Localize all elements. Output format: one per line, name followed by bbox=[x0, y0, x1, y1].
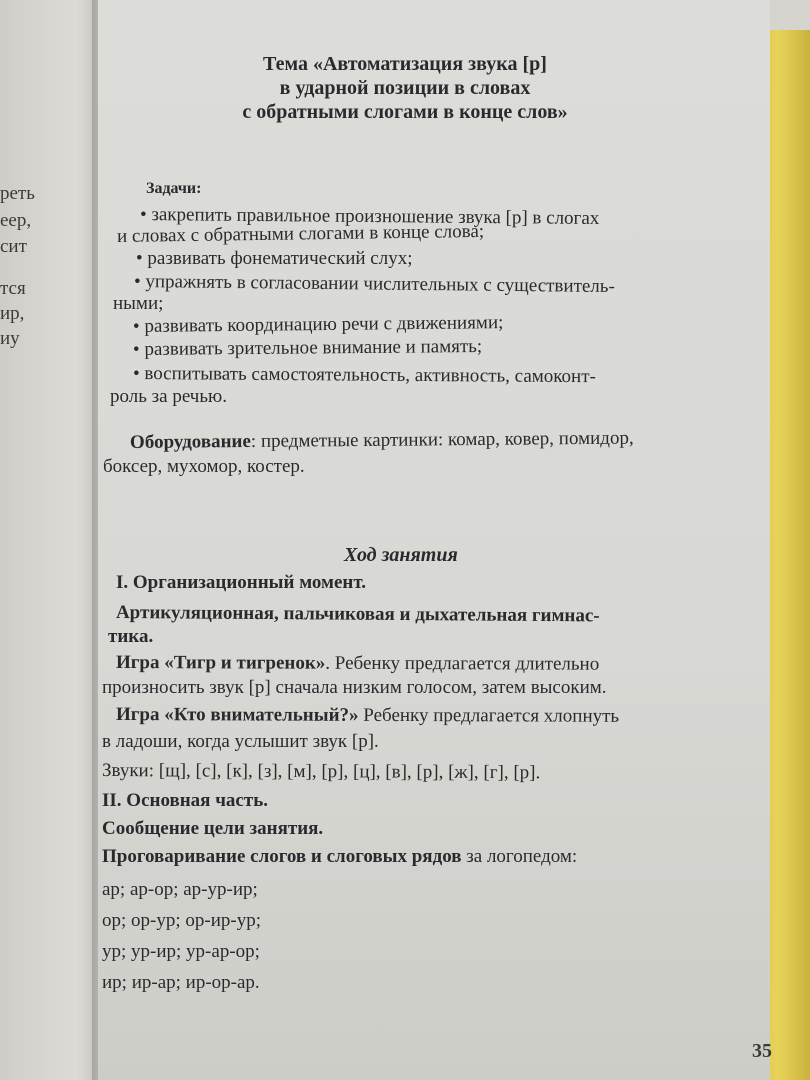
equipment-label: Оборудование bbox=[129, 430, 251, 453]
page-number: 35 bbox=[752, 1040, 772, 1062]
page-title bbox=[200, 52, 610, 124]
lesson-goal: Сообщение цели занятия. bbox=[102, 818, 324, 839]
game-attentive-line-2: в ладоши, когда услышит звук [р]. bbox=[102, 731, 379, 752]
task-line: роль за речью. bbox=[110, 386, 227, 407]
syllable-row: ур; ур-ир; ур-ар-ор; bbox=[102, 941, 260, 962]
left-page-fragment: тся bbox=[0, 278, 26, 299]
task-line: • развивать фонематический слух; bbox=[136, 248, 413, 269]
left-page-fragment: реть bbox=[0, 183, 35, 204]
syllable-row: ир; ир-ар; ир-ор-ар. bbox=[102, 972, 260, 993]
title-line: Тема «Автоматизация звука [р] bbox=[263, 53, 547, 75]
section-main: II. Основная часть. bbox=[102, 790, 268, 811]
equipment-text: : предметные картинки: комар, ковер, помидор, bbox=[250, 427, 634, 452]
gymnastics-line-2: тика. bbox=[108, 626, 154, 647]
task-line: и словах с обратными слогами в конце слова; bbox=[116, 220, 485, 247]
task-line: • развивать зрительное внимание и память; bbox=[132, 335, 483, 360]
equipment-line-2: боксер, мухомор, костер. bbox=[103, 456, 305, 477]
gymnastics-line: Артикуляционная, пальчиковая и дыхательная гимнас- bbox=[115, 602, 600, 627]
task-line: • закрепить правильное произношение звука [р] в слогах bbox=[139, 204, 600, 230]
task-line: ными; bbox=[113, 293, 164, 314]
task-line: • упражнять в согласовании числительных с существитель- bbox=[133, 271, 615, 298]
game-tiger-line bbox=[116, 652, 599, 676]
game-tiger-line-2: произносить звук [р] сначала низким голосом, затем высоким. bbox=[102, 677, 607, 698]
syllable-row: ар; ар-ор; ар-ур-ир; bbox=[102, 879, 258, 900]
task-line: • развивать координацию речи с движениями; bbox=[132, 312, 504, 337]
game-attentive-title: Игра «Кто внимательный?» bbox=[115, 704, 359, 726]
title-line: с обратными слогами в конце слов» bbox=[242, 101, 568, 123]
game-attentive-text: Ребенку предлагается хлопнуть bbox=[358, 704, 620, 727]
sounds-line: Звуки: [щ], [с], [к], [з], [м], [р], [ц], [в], [р], [ж], [г], [р]. bbox=[101, 760, 541, 784]
equipment-line bbox=[130, 428, 634, 454]
game-tiger-text: . Ребенку предлагается длительно bbox=[325, 652, 600, 675]
task-line: • воспитывать самостоятельность, активность, самоконт- bbox=[132, 363, 596, 388]
title-line: в ударной позиции в словах bbox=[279, 77, 531, 99]
syllable-row: ор; ор-ур; ор-ир-ур; bbox=[102, 910, 261, 931]
left-page-fragment: ир, bbox=[0, 303, 25, 324]
left-page-fragment: иу bbox=[0, 328, 20, 349]
left-page-fragment: сит bbox=[0, 236, 27, 257]
section-organizational: I. Организационный момент. bbox=[116, 572, 367, 593]
left-page-fragment: еер, bbox=[0, 210, 32, 231]
lesson-heading: Ход занятия bbox=[344, 544, 458, 566]
syllables-title: Проговаривание слогов и слоговых рядов bbox=[102, 846, 462, 867]
tasks-heading: Задачи: bbox=[146, 180, 202, 197]
syllables-heading bbox=[102, 846, 577, 868]
game-tiger-title: Игра «Тигр и тигренок» bbox=[115, 652, 326, 674]
game-attentive-line bbox=[116, 704, 619, 728]
syllables-tail: за логопедом: bbox=[461, 846, 578, 867]
